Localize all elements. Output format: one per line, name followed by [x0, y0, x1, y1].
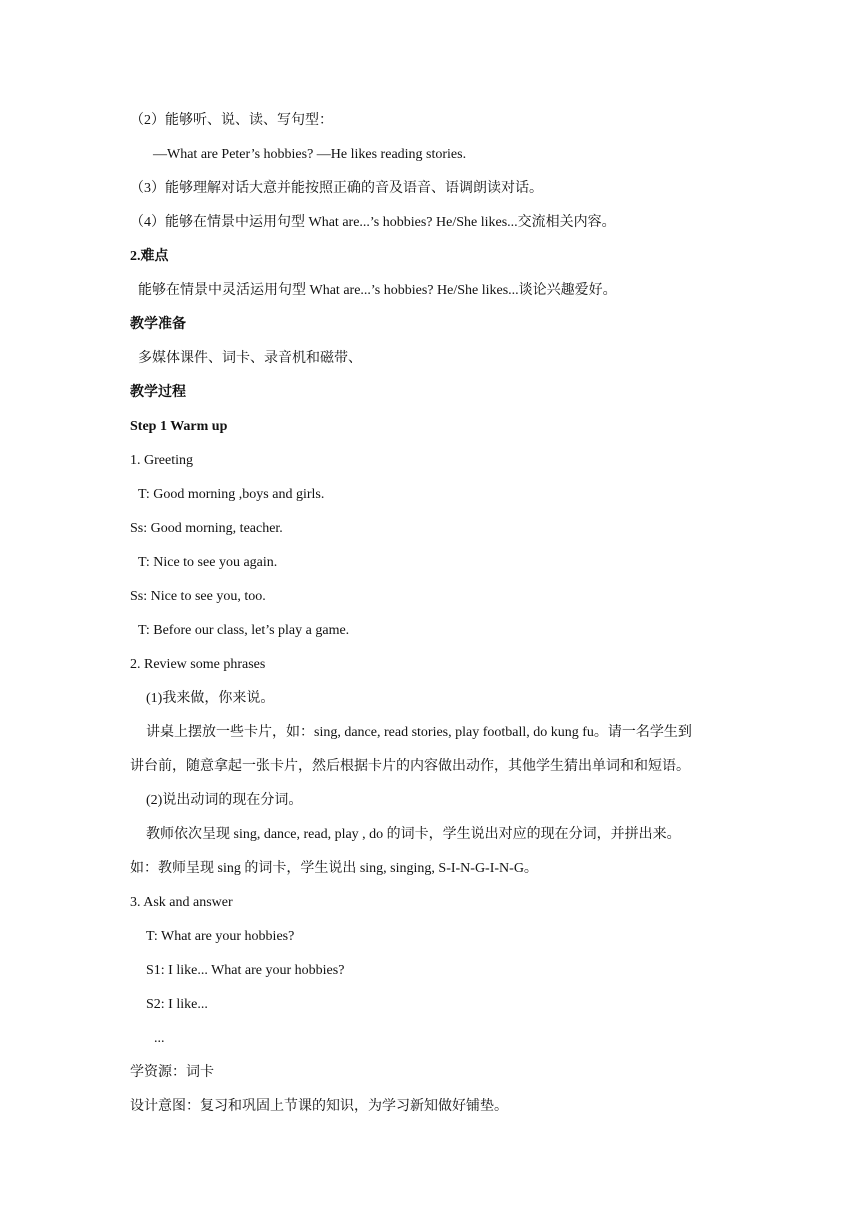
dialogue-line: T: Before our class, let’s play a game. — [138, 623, 350, 638]
difficulty-text: 能够在情景中灵活运用句型 What are...’s hobbies? He/She likes...谈论兴趣爱好。 — [138, 283, 617, 298]
review-item-1-description: 讲桌上摆放一些卡片，如：sing, dance, read stories, play football, do kung fu。请一名学生到 — [146, 725, 692, 740]
ellipsis: ... — [154, 1031, 165, 1046]
design-intent-note: 设计意图：复习和巩固上节课的知识，为学习新知做好铺垫。 — [130, 1099, 508, 1114]
step-1-heading: Step 1 Warm up — [130, 419, 228, 434]
ask-answer-heading: 3. Ask and answer — [130, 895, 233, 910]
review-heading: 2. Review some phrases — [130, 657, 266, 672]
dialogue-line: S1: I like... What are your hobbies? — [146, 963, 345, 978]
dialogue-line: T: Good morning ,boys and girls. — [138, 487, 325, 502]
objective-4: （4）能够在情景中运用句型 What are...’s hobbies? He/She likes...交流相关内容。 — [130, 215, 616, 230]
heading-teaching-process: 教学过程 — [130, 385, 186, 400]
dialogue-line: Ss: Good morning, teacher. — [130, 521, 283, 536]
dialogue-line: Ss: Nice to see you, too. — [130, 589, 266, 604]
teaching-prep-text: 多媒体课件、词卡、录音机和磁带、 — [138, 351, 362, 366]
dialogue-line: S2: I like... — [146, 997, 208, 1012]
objective-2-label: （2）能够听、说、读、写句型： — [130, 113, 333, 128]
dialogue-line: T: Nice to see you again. — [138, 555, 278, 570]
review-item-2-description: 教师依次呈现 sing, dance, read, play , do 的词卡，学生说出对应的现在分词，并拼出来。 — [146, 827, 681, 842]
resources-note: 学资源：词卡 — [130, 1065, 214, 1080]
objective-2-example: —What are Peter’s hobbies? —He likes reading stories. — [153, 147, 467, 162]
review-item-1: (1)我来做，你来说。 — [146, 691, 275, 706]
objective-3: （3）能够理解对话大意并能按照正确的音及语音、语调朗读对话。 — [130, 181, 543, 196]
review-item-2-description: 如：教师呈现 sing 的词卡，学生说出 sing, singing, S-I-N-G-I-N-G。 — [130, 861, 538, 876]
review-item-1-description: 讲台前，随意拿起一张卡片，然后根据卡片的内容做出动作，其他学生猜出单词和和短语。 — [130, 759, 690, 774]
heading-teaching-prep: 教学准备 — [130, 317, 186, 332]
heading-difficulty: 2.难点 — [130, 249, 169, 264]
review-item-2: (2)说出动词的现在分词。 — [146, 793, 303, 808]
dialogue-line: T: What are your hobbies? — [146, 929, 295, 944]
greeting-heading: 1. Greeting — [130, 453, 193, 468]
